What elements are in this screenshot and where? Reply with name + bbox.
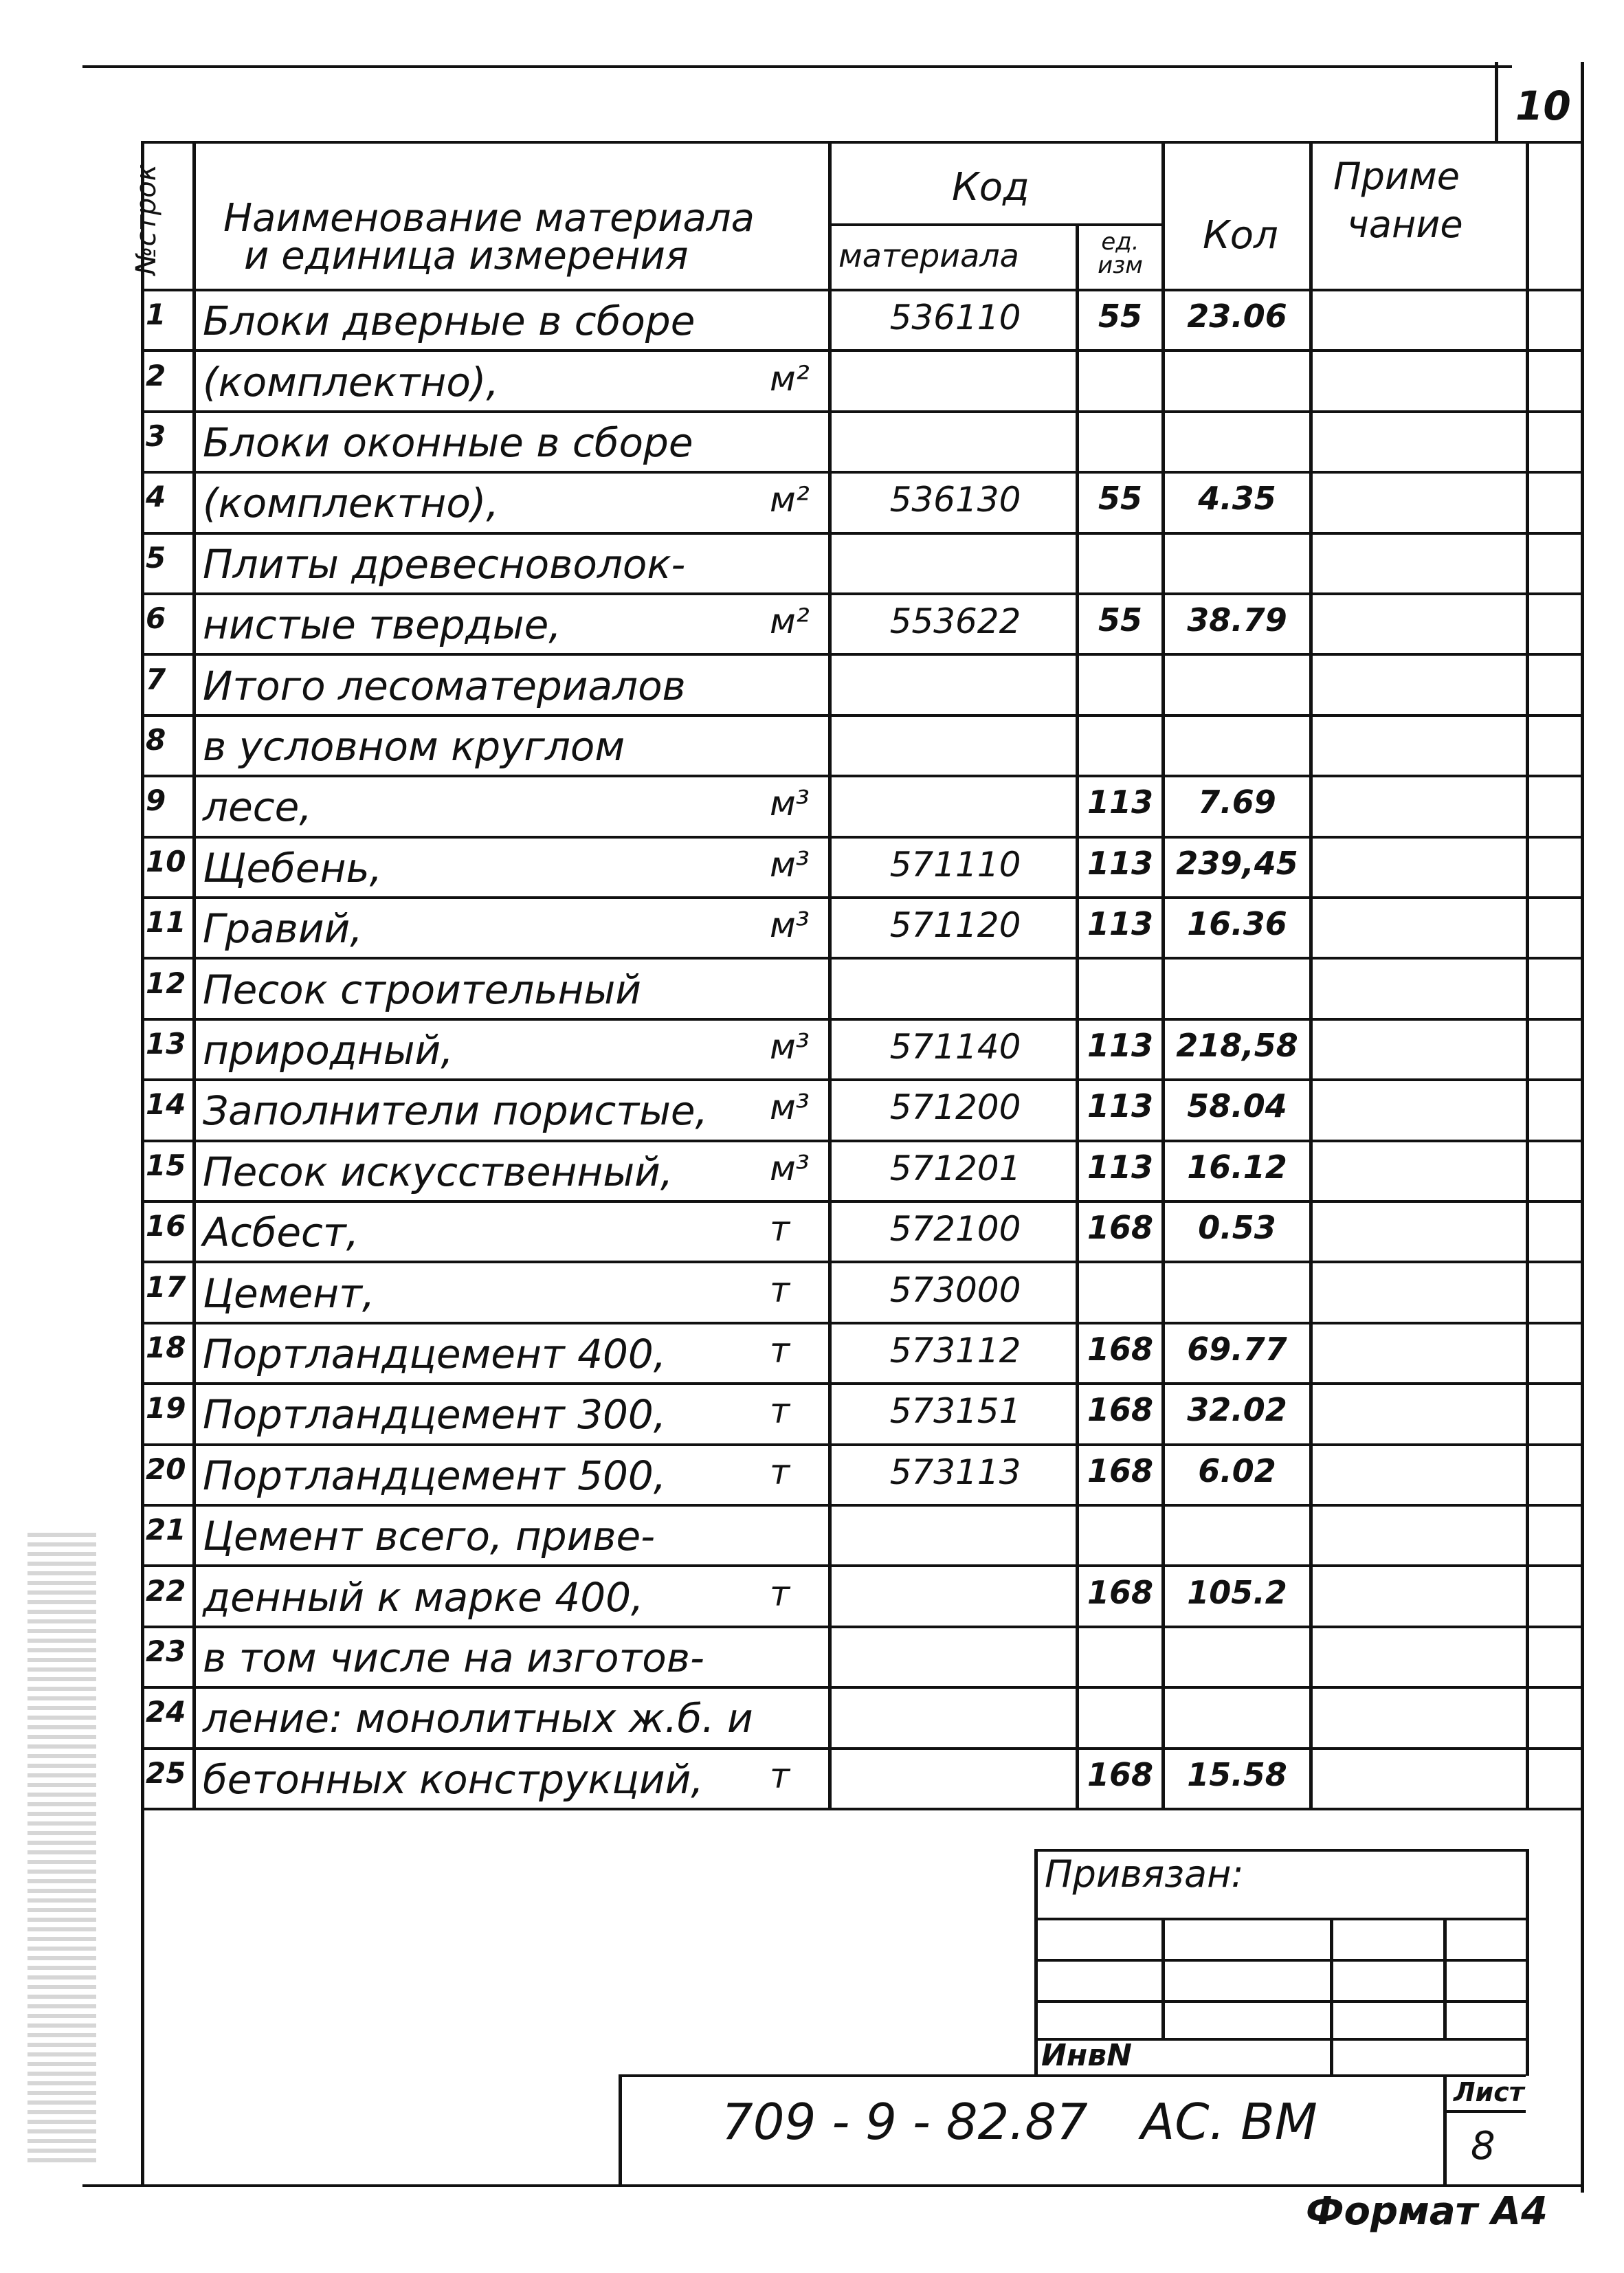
material-name: Гравий, <box>203 905 363 952</box>
row-separator <box>141 836 1581 839</box>
unit-code: 55 <box>1098 298 1142 335</box>
unit-code: 168 <box>1087 1209 1154 1246</box>
row-separator <box>141 410 1581 413</box>
material-name: Плиты древесноволок- <box>203 541 686 588</box>
material-code: 536130 <box>889 480 1021 520</box>
quantity: 16.12 <box>1187 1149 1287 1186</box>
unit-of-measure: м³ <box>770 845 810 885</box>
quantity: 15.58 <box>1187 1756 1287 1793</box>
unit-of-measure: т <box>770 1209 790 1249</box>
col-sep-name <box>828 141 832 1808</box>
row-separator <box>141 1504 1581 1507</box>
table-left-border <box>141 141 144 2186</box>
material-name: нистые твердые, <box>203 601 561 648</box>
row-number: 22 <box>146 1574 186 1608</box>
page-number: 10 <box>1515 82 1571 129</box>
unit-code: 113 <box>1087 1149 1154 1186</box>
quantity: 58.04 <box>1187 1087 1287 1124</box>
header-note-line1: Приме <box>1333 155 1460 198</box>
material-code: 571110 <box>889 845 1021 885</box>
material-code: 571200 <box>889 1087 1021 1127</box>
header-bottom <box>141 289 1581 291</box>
quantity: 7.69 <box>1198 784 1276 821</box>
row-number: 5 <box>146 541 166 575</box>
row-separator <box>141 1747 1581 1750</box>
row-number: 2 <box>146 359 166 392</box>
material-name: Щебень, <box>203 845 383 891</box>
unit-code: 168 <box>1087 1756 1154 1793</box>
unit-of-measure: м³ <box>770 1027 810 1067</box>
row-number: 13 <box>146 1027 186 1061</box>
col-sep-qty <box>1309 141 1313 1808</box>
document-code: 709 - 9 - 82.87 <box>722 2093 1088 2151</box>
row-number: 19 <box>146 1391 186 1425</box>
material-name: Портландцемент 400, <box>203 1331 667 1377</box>
row-separator <box>141 349 1581 352</box>
row-number: 15 <box>146 1149 186 1182</box>
material-code: 573151 <box>889 1391 1021 1431</box>
titleblock-sheet-sep <box>1443 2074 1447 2186</box>
material-name: Итого лесоматериалов <box>203 663 686 709</box>
stamp-grid-col-1 <box>1161 1918 1165 2038</box>
material-code: 572100 <box>889 1209 1021 1249</box>
unit-of-measure: т <box>770 1756 790 1796</box>
material-name: бетонных конструкций, <box>203 1756 704 1803</box>
material-name: (комплектно), <box>203 359 499 406</box>
unit-of-measure: м³ <box>770 1087 810 1127</box>
row-separator <box>141 1382 1581 1385</box>
stamp-grid-col-2 <box>1330 1918 1333 2076</box>
unit-of-measure: м² <box>770 359 810 399</box>
row-number: 21 <box>146 1513 186 1546</box>
row-number: 9 <box>146 784 166 817</box>
row-number: 16 <box>146 1209 186 1243</box>
unit-code: 168 <box>1087 1391 1154 1428</box>
unit-code: 168 <box>1087 1331 1154 1368</box>
table-bottom-border <box>82 2184 1581 2187</box>
material-name: Цемент, <box>203 1270 375 1317</box>
unit-of-measure: м² <box>770 601 810 641</box>
row-separator <box>141 896 1581 899</box>
quantity: 0.53 <box>1198 1209 1276 1246</box>
quantity: 38.79 <box>1187 601 1287 639</box>
row-number: 4 <box>146 480 166 513</box>
unit-of-measure: м² <box>770 480 810 520</box>
material-name: Песок строительный <box>203 966 641 1013</box>
header-qty: Кол <box>1203 213 1278 258</box>
row-separator <box>141 775 1581 777</box>
row-separator <box>141 1140 1581 1142</box>
material-name: ление: монолитных ж.б. и <box>203 1695 753 1742</box>
material-name: денный к марке 400, <box>203 1574 644 1621</box>
unit-of-measure: т <box>770 1391 790 1431</box>
header-name-line1: Наименование материала <box>223 196 755 241</box>
material-code: 571201 <box>889 1149 1021 1188</box>
stamp-top-border <box>141 1808 1581 1810</box>
material-code: 536110 <box>889 298 1021 337</box>
document-mark: АС. ВМ <box>1141 2093 1317 2151</box>
quantity: 16.36 <box>1187 905 1287 942</box>
col-sep-rownum <box>192 141 196 1808</box>
row-separator <box>141 1443 1581 1446</box>
quantity: 239,45 <box>1176 845 1298 882</box>
header-name-line2: и единица измерения <box>244 234 689 278</box>
row-number: 25 <box>146 1756 186 1790</box>
stamp-privyazan-top <box>1034 1849 1526 1852</box>
unit-of-measure: т <box>770 1331 790 1371</box>
titleblock-top <box>619 2074 1526 2077</box>
material-code: 573000 <box>889 1270 1021 1310</box>
row-number: 17 <box>146 1270 186 1304</box>
row-separator <box>141 532 1581 535</box>
page-number-box-left <box>1495 62 1498 141</box>
header-code-unit: ед. изм <box>1098 228 1143 279</box>
row-number: 18 <box>146 1331 186 1364</box>
col-sep-code <box>1076 223 1079 1808</box>
material-name: Портландцемент 300, <box>203 1391 667 1438</box>
page-number-box-right <box>1581 62 1584 2193</box>
unit-of-measure: т <box>770 1270 790 1310</box>
row-separator <box>141 1200 1581 1203</box>
row-number: 11 <box>146 905 186 939</box>
unit-of-measure: м³ <box>770 784 810 823</box>
stamp-privyazan-label: Привязан: <box>1045 1852 1244 1896</box>
material-code: 553622 <box>889 601 1021 641</box>
unit-code: 113 <box>1087 905 1154 942</box>
unit-code: 55 <box>1098 601 1142 639</box>
row-separator <box>141 1322 1581 1324</box>
row-separator <box>141 653 1581 656</box>
stamp-privyazan-right <box>1526 1849 1529 2076</box>
material-name: Портландцемент 500, <box>203 1452 667 1499</box>
material-name: в условном круглом <box>203 723 625 770</box>
material-name: (комплектно), <box>203 480 499 526</box>
row-number: 23 <box>146 1634 186 1668</box>
unit-of-measure: м³ <box>770 905 810 945</box>
titleblock-sheet-split <box>1443 2110 1526 2113</box>
sheet-number: 8 <box>1471 2124 1495 2169</box>
unit-of-measure: т <box>770 1574 790 1614</box>
material-name: Блоки оконные в сборе <box>203 419 693 466</box>
sheet-label: Лист <box>1454 2077 1524 2107</box>
unit-code: 168 <box>1087 1452 1154 1489</box>
material-name: Асбест, <box>203 1209 359 1256</box>
row-number: 1 <box>146 298 166 331</box>
row-separator <box>141 1626 1581 1628</box>
row-separator <box>141 471 1581 474</box>
header-note-line2: чание <box>1347 203 1463 246</box>
header-code-material: материала <box>838 237 1019 274</box>
quantity: 4.35 <box>1198 480 1276 517</box>
unit-of-measure: т <box>770 1452 790 1492</box>
header-code-split <box>828 223 1161 226</box>
material-name: природный, <box>203 1027 454 1074</box>
quantity: 23.06 <box>1187 298 1287 335</box>
quantity: 218,58 <box>1176 1027 1298 1064</box>
row-number: 10 <box>146 845 186 878</box>
titleblock-left <box>619 2074 622 2186</box>
material-name: в том числе на изготов- <box>203 1634 704 1681</box>
unit-code: 113 <box>1087 1087 1154 1124</box>
row-separator <box>141 1078 1581 1081</box>
stamp-grid-col-3 <box>1443 1918 1447 2038</box>
row-number: 12 <box>146 966 186 1000</box>
row-separator <box>141 1018 1581 1021</box>
stamp-privyazan-left <box>1034 1849 1038 2076</box>
row-separator <box>141 592 1581 595</box>
quantity: 32.02 <box>1187 1391 1287 1428</box>
material-code: 573113 <box>889 1452 1021 1492</box>
format-label: Формат А4 <box>1306 2189 1548 2234</box>
material-name: Песок искусственный, <box>203 1149 674 1195</box>
row-number: 24 <box>146 1695 186 1729</box>
table-top-border <box>141 141 1581 144</box>
material-code: 571140 <box>889 1027 1021 1067</box>
row-separator <box>141 714 1581 717</box>
row-number: 14 <box>146 1087 186 1121</box>
top-rule <box>82 65 1512 68</box>
row-separator <box>141 1564 1581 1567</box>
row-number: 8 <box>146 723 166 757</box>
unit-of-measure: м³ <box>770 1149 810 1188</box>
header-row-number: №строк <box>131 164 162 275</box>
row-number: 20 <box>146 1452 186 1486</box>
unit-code: 113 <box>1087 784 1154 821</box>
unit-code: 113 <box>1087 845 1154 882</box>
header-code: Код <box>952 165 1030 210</box>
row-number: 7 <box>146 663 166 696</box>
stamp-grid-line-1 <box>1034 1918 1526 1920</box>
quantity: 105.2 <box>1187 1574 1287 1611</box>
quantity: 69.77 <box>1187 1331 1287 1368</box>
row-separator <box>141 957 1581 960</box>
material-name: Заполнители пористые, <box>203 1087 708 1134</box>
material-name: Цемент всего, приве- <box>203 1513 656 1560</box>
material-code: 573112 <box>889 1331 1021 1371</box>
unit-code: 168 <box>1087 1574 1154 1611</box>
row-separator <box>141 1686 1581 1689</box>
material-code: 571120 <box>889 905 1021 945</box>
material-name: Блоки дверные в сборе <box>203 298 696 344</box>
row-separator <box>141 1261 1581 1263</box>
material-name: лесе, <box>203 784 312 830</box>
left-margin-stamp <box>27 1533 96 2165</box>
stamp-grid-line-2 <box>1034 1959 1526 1962</box>
unit-code: 113 <box>1087 1027 1154 1064</box>
row-number: 6 <box>146 601 166 635</box>
col-sep-ed <box>1161 141 1165 1808</box>
col-sep-note <box>1526 141 1529 1808</box>
stamp-grid-line-3 <box>1034 2000 1526 2003</box>
unit-code: 55 <box>1098 480 1142 517</box>
quantity: 6.02 <box>1198 1452 1276 1489</box>
stamp-inv-label: ИнвN <box>1041 2038 1132 2073</box>
row-number: 3 <box>146 419 166 453</box>
